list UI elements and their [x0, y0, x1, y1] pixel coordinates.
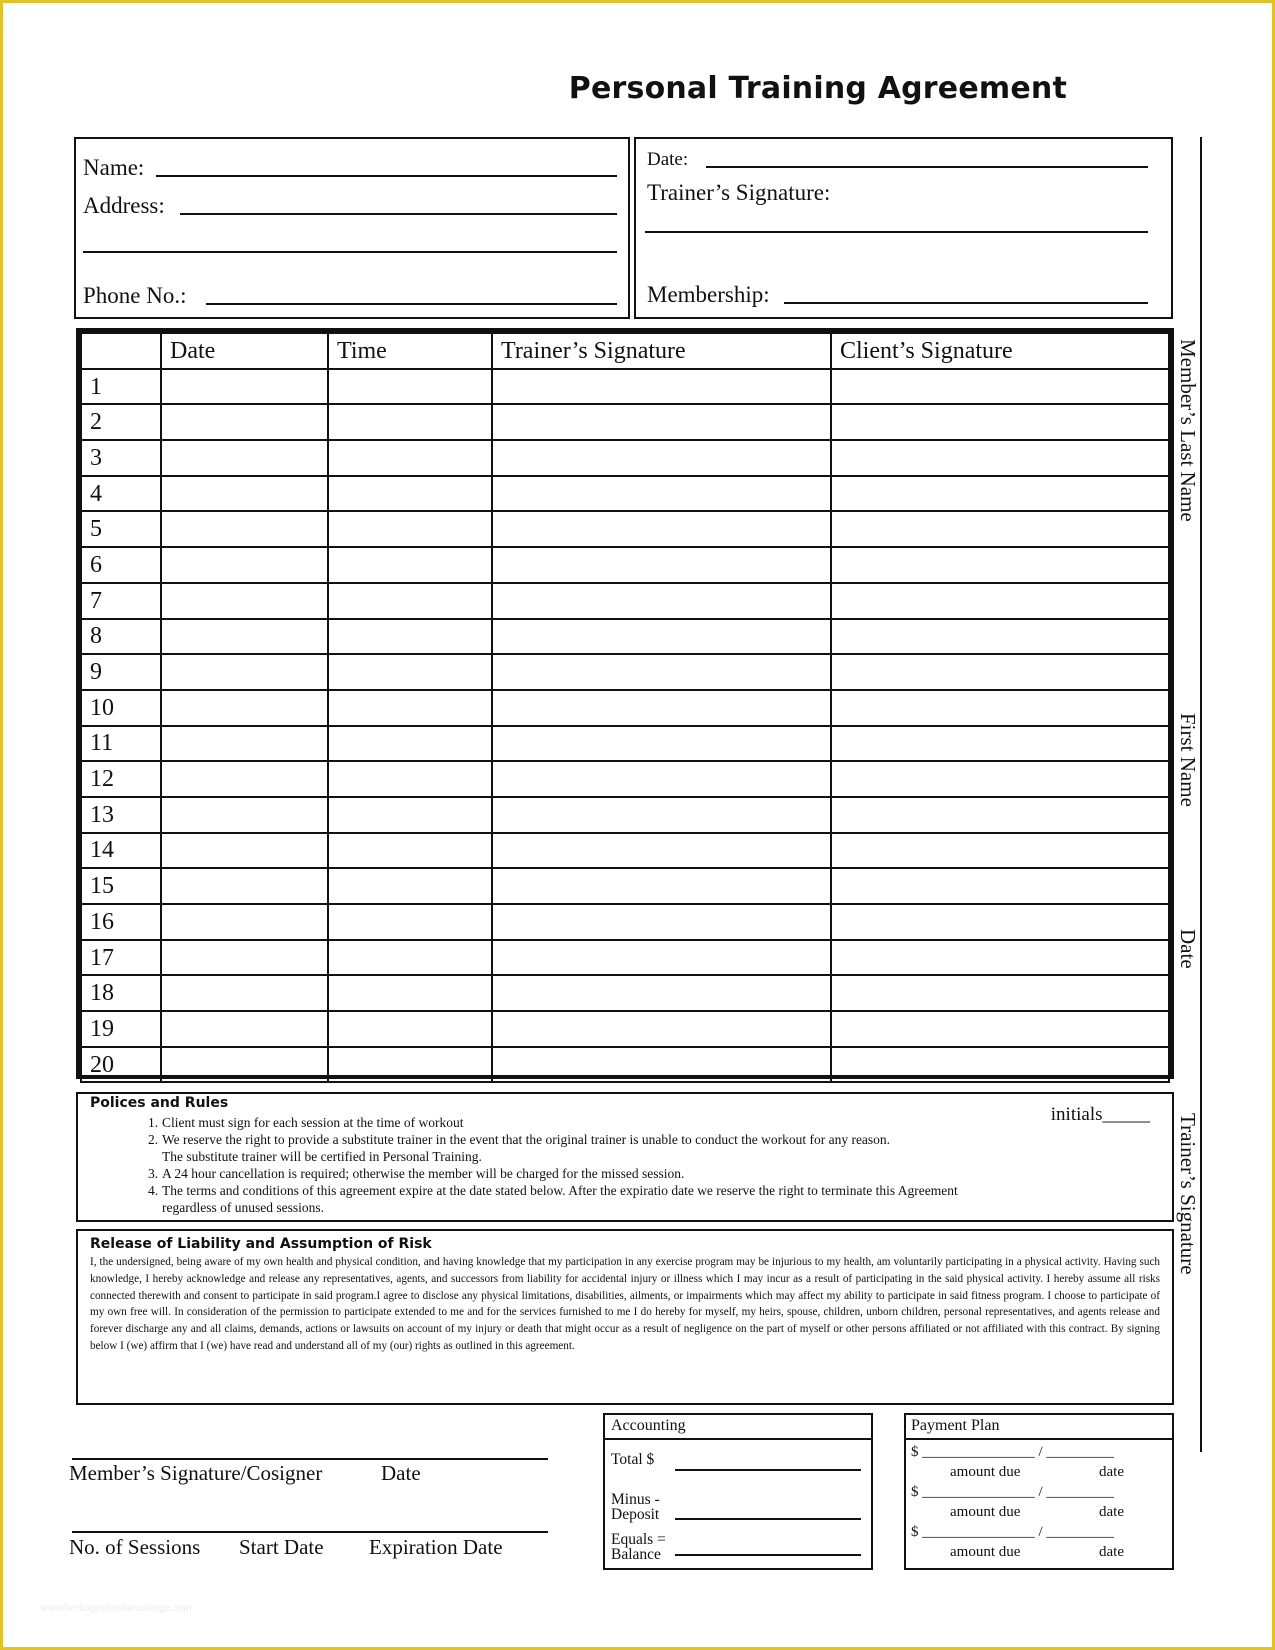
- date-cell[interactable]: [161, 583, 328, 619]
- row-number: 6: [81, 547, 161, 583]
- trainer-signature-cell[interactable]: [492, 1047, 831, 1083]
- policies-list: [148, 1114, 1148, 1216]
- column-header-date: Date: [161, 333, 328, 369]
- time-cell[interactable]: [328, 797, 492, 833]
- table-row: [81, 654, 1169, 690]
- date-cell[interactable]: [161, 726, 328, 762]
- time-cell[interactable]: [328, 440, 492, 476]
- time-cell[interactable]: [328, 833, 492, 869]
- client-signature-cell[interactable]: [831, 797, 1169, 833]
- date-cell[interactable]: [161, 797, 328, 833]
- accounting-box: [603, 1413, 873, 1570]
- payment-date-label-3: date: [1099, 1544, 1124, 1560]
- time-cell[interactable]: [328, 369, 492, 405]
- client-signature-cell[interactable]: [831, 511, 1169, 547]
- side-label-trainer-signature: Trainer’s Signature: [1176, 1113, 1200, 1275]
- trainer-signature-cell[interactable]: [492, 904, 831, 940]
- sessions-table: [76, 328, 1174, 1079]
- client-signature-cell[interactable]: [831, 833, 1169, 869]
- client-signature-cell[interactable]: [831, 975, 1169, 1011]
- table-row: [81, 619, 1169, 655]
- trainer-signature-cell[interactable]: [492, 547, 831, 583]
- address-label: Address:: [83, 193, 165, 218]
- policies-title: Polices and Rules: [90, 1095, 229, 1111]
- payment-plan-title: Payment Plan: [911, 1417, 1000, 1434]
- date-cell[interactable]: [161, 1011, 328, 1047]
- client-signature-cell[interactable]: [831, 1011, 1169, 1047]
- release-box: [76, 1229, 1174, 1405]
- time-cell[interactable]: [328, 1047, 492, 1083]
- release-title: Release of Liability and Assumption of Risk: [90, 1236, 432, 1252]
- trainer-signature-cell[interactable]: [492, 619, 831, 655]
- table-row: [81, 833, 1169, 869]
- time-cell[interactable]: [328, 1011, 492, 1047]
- membership-label: Membership:: [647, 282, 770, 307]
- policy-item-2: 2. We reserve the right to provide a substitute trainer in the event that the original trainer is unable to conduct the workout for any reason. The substitute trainer will be certified in Personal Training.: [148, 1132, 891, 1164]
- membership-field[interactable]: [784, 302, 1148, 304]
- time-cell[interactable]: [328, 476, 492, 512]
- row-number: 8: [81, 619, 161, 655]
- name-field[interactable]: [156, 175, 617, 177]
- date-cell[interactable]: [161, 440, 328, 476]
- row-number: 12: [81, 761, 161, 797]
- trainer-signature-cell[interactable]: [492, 511, 831, 547]
- date-cell[interactable]: [161, 833, 328, 869]
- date-cell[interactable]: [161, 690, 328, 726]
- address-field-line2[interactable]: [83, 251, 617, 253]
- member-signature-field[interactable]: [72, 1458, 548, 1460]
- trainer-signature-cell[interactable]: [492, 476, 831, 512]
- policies-box: [76, 1092, 1174, 1222]
- trainer-signature-cell[interactable]: [492, 440, 831, 476]
- payment-amount-label-1: amount due: [950, 1464, 1021, 1480]
- side-label-last-name: Member’s Last Name: [1176, 339, 1200, 522]
- equals-label: Equals =: [611, 1531, 666, 1548]
- client-signature-cell[interactable]: [831, 904, 1169, 940]
- client-signature-cell[interactable]: [831, 369, 1169, 405]
- policy-item-4: 4. The terms and conditions of this agreement expire at the date stated below. After the expiratio date we reserve the right to terminate this Agreement regardless of unused sessions.: [148, 1183, 958, 1215]
- time-cell[interactable]: [328, 761, 492, 797]
- time-cell[interactable]: [328, 904, 492, 940]
- row-number: 2: [81, 404, 161, 440]
- client-signature-cell[interactable]: [831, 547, 1169, 583]
- date-cell[interactable]: [161, 511, 328, 547]
- table-row: [81, 547, 1169, 583]
- trainer-signature-cell[interactable]: [492, 1011, 831, 1047]
- policy-item-3: 3. A 24 hour cancellation is required; otherwise the member will be charged for the missed session.: [148, 1166, 685, 1181]
- date-cell[interactable]: [161, 761, 328, 797]
- row-number: 1: [81, 369, 161, 405]
- trainer-signature-cell[interactable]: [492, 404, 831, 440]
- sessions-count-label: No. of Sessions: [69, 1535, 201, 1559]
- column-header-trainer-signature: Trainer’s Signature: [492, 333, 831, 369]
- deposit-label: Deposit: [611, 1506, 660, 1523]
- date-field[interactable]: [706, 166, 1148, 168]
- payment-plan-box: [904, 1413, 1174, 1570]
- trainer-signature-cell[interactable]: [492, 833, 831, 869]
- trainer-signature-cell[interactable]: [492, 369, 831, 405]
- date-cell[interactable]: [161, 654, 328, 690]
- time-cell[interactable]: [328, 619, 492, 655]
- trainer-signature-label: Trainer’s Signature:: [647, 180, 831, 205]
- trainer-signature-cell[interactable]: [492, 797, 831, 833]
- column-header-client-signature: Client’s Signature: [831, 333, 1169, 369]
- table-row: [81, 975, 1169, 1011]
- client-signature-cell[interactable]: [831, 404, 1169, 440]
- date-cell[interactable]: [161, 547, 328, 583]
- time-cell[interactable]: [328, 511, 492, 547]
- table-header-row: [81, 333, 1169, 369]
- trainer-signature-field[interactable]: [645, 231, 1148, 233]
- row-number: 13: [81, 797, 161, 833]
- payment-amount-label-2: amount due: [950, 1504, 1021, 1520]
- trainer-signature-cell[interactable]: [492, 690, 831, 726]
- signature-date-label: Date: [381, 1461, 421, 1485]
- date-cell[interactable]: [161, 369, 328, 405]
- date-cell[interactable]: [161, 619, 328, 655]
- row-number: 15: [81, 868, 161, 904]
- payment-amount-label-3: amount due: [950, 1544, 1021, 1560]
- trainer-signature-cell[interactable]: [492, 975, 831, 1011]
- start-date-label: Start Date: [239, 1535, 324, 1559]
- date-cell[interactable]: [161, 975, 328, 1011]
- trainer-info-box: [634, 137, 1173, 319]
- row-number: 3: [81, 440, 161, 476]
- phone-label: Phone No.:: [83, 283, 187, 308]
- initials-field[interactable]: initials_____: [1050, 1104, 1150, 1125]
- client-signature-cell[interactable]: [831, 476, 1169, 512]
- date-cell[interactable]: [161, 904, 328, 940]
- table-row: [81, 868, 1169, 904]
- trainer-signature-cell[interactable]: [492, 654, 831, 690]
- client-signature-cell[interactable]: [831, 761, 1169, 797]
- release-text: I, the undersigned, being aware of my own health and physical condition, and having knowledge that my participation in any exercise program may be injurious to my health, am voluntarily participating in a physical activity. Having such knowledge, I hereby acknowledge and release any representatives, agents, and successors from liability for accidental injury or illness which I may incur as a result of participating in the said physical activity. I hereby assume all risks connected therewith and consent to participate in said program.I agree to disclose any physical limitations, disabilities, ailments, or impairments which may affect my ability to participate in said fitness program. I choose to participate of my own free will. In consideration of the permission to participate extended to me and for the services furnished to me I do hereby for myself, my heirs, spouse, children, unborn children, personal representatives, and agents release and forever discharge any and all claims, demands, actions or lawsuits on account of my injury or death that might occur as a result of negligence on the part of myself or other persons affiliated or not affiliated with this contract. By signing below I (we) affirm that I (we) have read and understand all of my (our) rights as outlined in this agreement.: [90, 1256, 1160, 1352]
- balance-label: Balance: [611, 1546, 661, 1563]
- payment-entry-2[interactable]: $ _______________ / _________: [911, 1484, 1114, 1500]
- address-field[interactable]: [180, 213, 617, 215]
- minus-label: Minus -: [611, 1491, 660, 1508]
- table-row: [81, 583, 1169, 619]
- table-row: [81, 369, 1169, 405]
- table-row: [81, 1047, 1169, 1083]
- total-label: Total $: [611, 1451, 655, 1468]
- row-number: 4: [81, 476, 161, 512]
- time-cell[interactable]: [328, 583, 492, 619]
- row-number: 11: [81, 726, 161, 762]
- row-number: 10: [81, 690, 161, 726]
- table-row: [81, 797, 1169, 833]
- row-number: 17: [81, 940, 161, 976]
- trainer-signature-cell[interactable]: [492, 940, 831, 976]
- row-number: 5: [81, 511, 161, 547]
- sessions-dates-field[interactable]: [72, 1531, 548, 1533]
- time-cell[interactable]: [328, 940, 492, 976]
- table-row: [81, 404, 1169, 440]
- time-cell[interactable]: [328, 654, 492, 690]
- date-cell[interactable]: [161, 868, 328, 904]
- table-row: [81, 726, 1169, 762]
- row-number: 19: [81, 1011, 161, 1047]
- payment-date-label-2: date: [1099, 1504, 1124, 1520]
- date-cell[interactable]: [161, 476, 328, 512]
- trainer-signature-cell[interactable]: [492, 761, 831, 797]
- page-title: Personal Training Agreement: [568, 71, 1067, 106]
- column-header-number: [81, 333, 161, 369]
- table-row: [81, 904, 1169, 940]
- expiration-date-label: Expiration Date: [369, 1535, 503, 1559]
- column-header-time: Time: [328, 333, 492, 369]
- row-number: 20: [81, 1047, 161, 1083]
- footer-watermark: www.heritagechristiancollege.com: [41, 1603, 192, 1614]
- member-signature-label: Member’s Signature/Cosigner: [69, 1461, 323, 1485]
- date-cell[interactable]: [161, 404, 328, 440]
- trainer-signature-cell[interactable]: [492, 583, 831, 619]
- client-signature-cell[interactable]: [831, 583, 1169, 619]
- row-number: 18: [81, 975, 161, 1011]
- table-row: [81, 690, 1169, 726]
- date-cell[interactable]: [161, 940, 328, 976]
- client-signature-cell[interactable]: [831, 690, 1169, 726]
- date-label: Date:: [647, 149, 689, 170]
- table-row: [81, 761, 1169, 797]
- client-signature-cell[interactable]: [831, 868, 1169, 904]
- time-cell[interactable]: [328, 868, 492, 904]
- time-cell[interactable]: [328, 975, 492, 1011]
- trainer-signature-cell[interactable]: [492, 726, 831, 762]
- client-signature-cell[interactable]: [831, 940, 1169, 976]
- table-row: [81, 1011, 1169, 1047]
- row-number: 14: [81, 833, 161, 869]
- row-number: 16: [81, 904, 161, 940]
- name-label: Name:: [83, 155, 145, 180]
- client-signature-cell[interactable]: [831, 1047, 1169, 1083]
- table-row: [81, 440, 1169, 476]
- side-label-first-name: First Name: [1176, 713, 1200, 807]
- table-row: [81, 511, 1169, 547]
- date-cell[interactable]: [161, 1047, 328, 1083]
- time-cell[interactable]: [328, 690, 492, 726]
- table-row: [81, 476, 1169, 512]
- payment-entry-1[interactable]: $ _______________ / _________: [911, 1444, 1114, 1460]
- side-rule: [1200, 137, 1202, 1452]
- payment-date-label-1: date: [1099, 1464, 1124, 1480]
- accounting-title: Accounting: [611, 1417, 686, 1434]
- phone-field[interactable]: [206, 303, 617, 305]
- trainer-signature-cell[interactable]: [492, 868, 831, 904]
- total-field[interactable]: [675, 1469, 861, 1471]
- time-cell[interactable]: [328, 547, 492, 583]
- client-signature-cell[interactable]: [831, 619, 1169, 655]
- payment-entry-3[interactable]: $ _______________ / _________: [911, 1524, 1114, 1540]
- deposit-field[interactable]: [675, 1518, 861, 1520]
- time-cell[interactable]: [328, 726, 492, 762]
- table-row: [81, 940, 1169, 976]
- row-number: 7: [81, 583, 161, 619]
- policy-item-1: 1. Client must sign for each session at the time of workout: [148, 1115, 464, 1130]
- time-cell[interactable]: [328, 404, 492, 440]
- row-number: 9: [81, 654, 161, 690]
- client-signature-cell[interactable]: [831, 726, 1169, 762]
- client-info-box: [74, 137, 630, 319]
- side-label-date: Date: [1176, 929, 1200, 969]
- balance-field[interactable]: [675, 1554, 861, 1556]
- client-signature-cell[interactable]: [831, 440, 1169, 476]
- client-signature-cell[interactable]: [831, 654, 1169, 690]
